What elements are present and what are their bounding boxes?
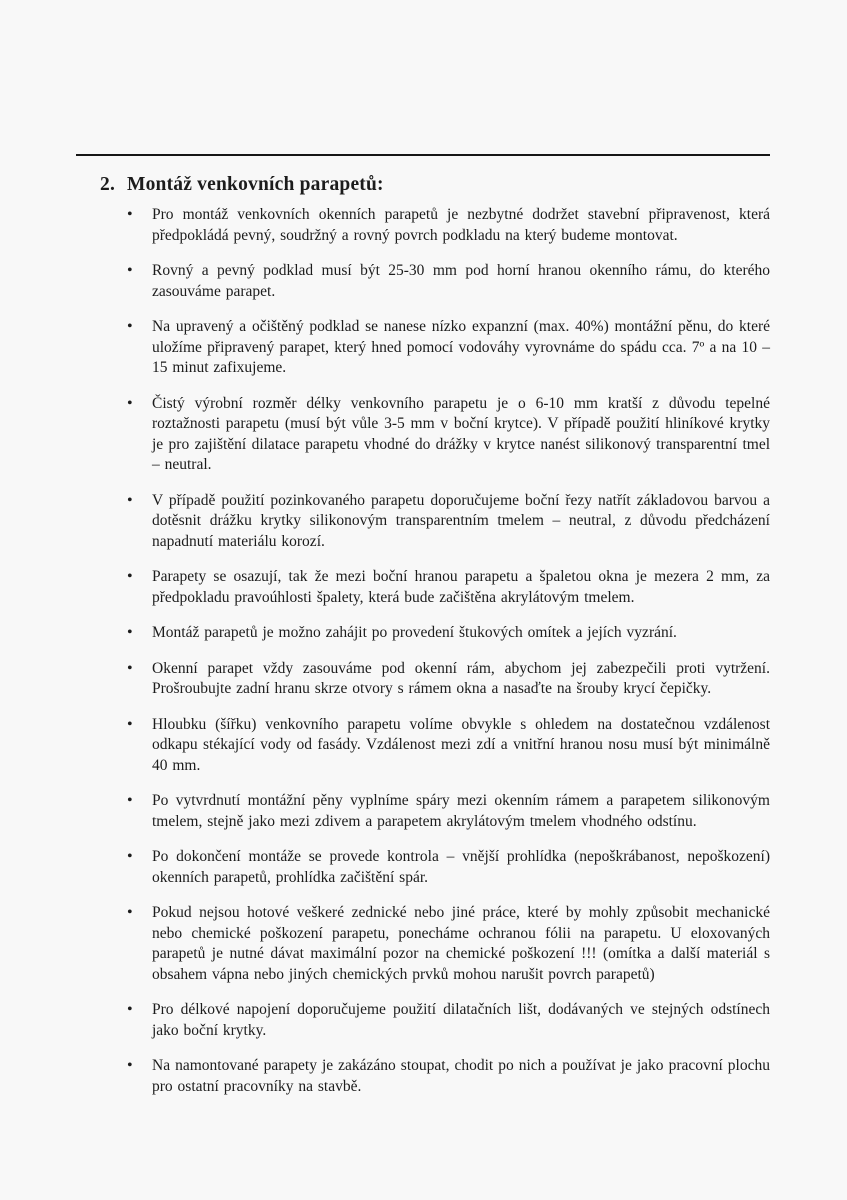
bullet-item: • Pokud nejsou hotové veškeré zednické nebo jiné práce, které by mohly způsobit mechanické nebo chemické poškození parapetu, ponecháme ochranou fólii na parapetu. U eloxovaných parapetů je nutné dávat maximální pozor na chemické poškození !!! (omítka a další materiál s obsahem vápna nebo jiných chemických prvků mohou narušit povrch parapetů) bbox=[100, 903, 770, 985]
bullet-item: • Montáž parapetů je možno zahájit po provedení štukových omítek a jejích vyzrání. bbox=[100, 623, 770, 644]
bullet-item: • Hloubku (šířku) venkovního parapetu volíme obvykle s ohledem na dostatečnou vzdálenost odkapu stékající vody od fasády. Vzdálenost mezi zdí a vnitřní hranou nosu musí být minimálně 40 mm. bbox=[100, 715, 770, 777]
bullet-item: • Rovný a pevný podklad musí být 25-30 mm pod horní hranou okenního rámu, do kterého zasouváme parapet. bbox=[100, 261, 770, 302]
bullet-item: • Okenní parapet vždy zasouváme pod okenní rám, abychom jej zabezpečili proti vytržení. Prošroubujte zadní hranu skrze otvory s rámem okna a nasaďte na šrouby krycí čepičky. bbox=[100, 659, 770, 700]
bullet-item: • Pro montáž venkovních okenních parapetů je nezbytné dodržet stavební připravenost, která předpokládá pevný, soudržný a rovný povrch podkladu na který budeme montovat. bbox=[100, 205, 770, 246]
bullet-item: • Po dokončení montáže se provede kontrola – vnější prohlídka (nepoškrábanost, nepoškození) okenních parapetů, prohlídka začištění spár. bbox=[100, 847, 770, 888]
bullet-item: • Pro délkové napojení doporučujeme použití dilatačních lišt, dodávaných ve stejných odstínech jako boční krytky. bbox=[100, 1000, 770, 1041]
bullet-list bbox=[100, 205, 770, 1097]
bullet-item: • Po vytvrdnutí montážní pěny vyplníme spáry mezi okenním rámem a parapetem silikonovým tmelem, stejně jako mezi zdivem a parapetem akrylátovým tmelem vhodného odstínu. bbox=[100, 791, 770, 832]
bullet-item: • Na upravený a očištěný podklad se nanese nízko expanzní (max. 40%) montážní pěnu, do které uložíme připravený parapet, který hned pomocí vodováhy vyrovnáme do spádu cca. 7º a na 10 – 15 minut zafixujeme. bbox=[100, 317, 770, 379]
bullet-item: • Na namontované parapety je zakázáno stoupat, chodit po nich a používat je jako pracovní plochu pro ostatní pracovníky na stavbě. bbox=[100, 1056, 770, 1097]
section-title: Montáž venkovních parapetů: bbox=[127, 174, 384, 195]
bullet-item: • V případě použití pozinkovaného parapetu doporučujeme boční řezy natřít základovou barvou a dotěsnit drážku krytky silikonovým transparentním tmelem – neutral, z důvodu předcházení napadnutí materiálu korozí. bbox=[100, 491, 770, 553]
document-content bbox=[100, 171, 770, 1112]
section-number: 2. bbox=[100, 174, 116, 195]
bullet-item: • Čistý výrobní rozměr délky venkovního parapetu je o 6-10 mm kratší z důvodu tepelné roztažnosti parapetu (musí být vůle 3-5 mm v boční krytce). V případě použití hliníkové krytky je pro zajištění dilatace parapetu vhodné do drážky v krytce nanést silikonový transparentní tmel – neutral. bbox=[100, 394, 770, 476]
horizontal-rule bbox=[76, 154, 770, 156]
section-heading bbox=[100, 171, 770, 198]
bullet-item: • Parapety se osazují, tak že mezi boční hranou parapetu a špaletou okna je mezera 2 mm, za předpokladu pravoúhlosti špalety, která bude začištěna akrylátovým tmelem. bbox=[100, 567, 770, 608]
